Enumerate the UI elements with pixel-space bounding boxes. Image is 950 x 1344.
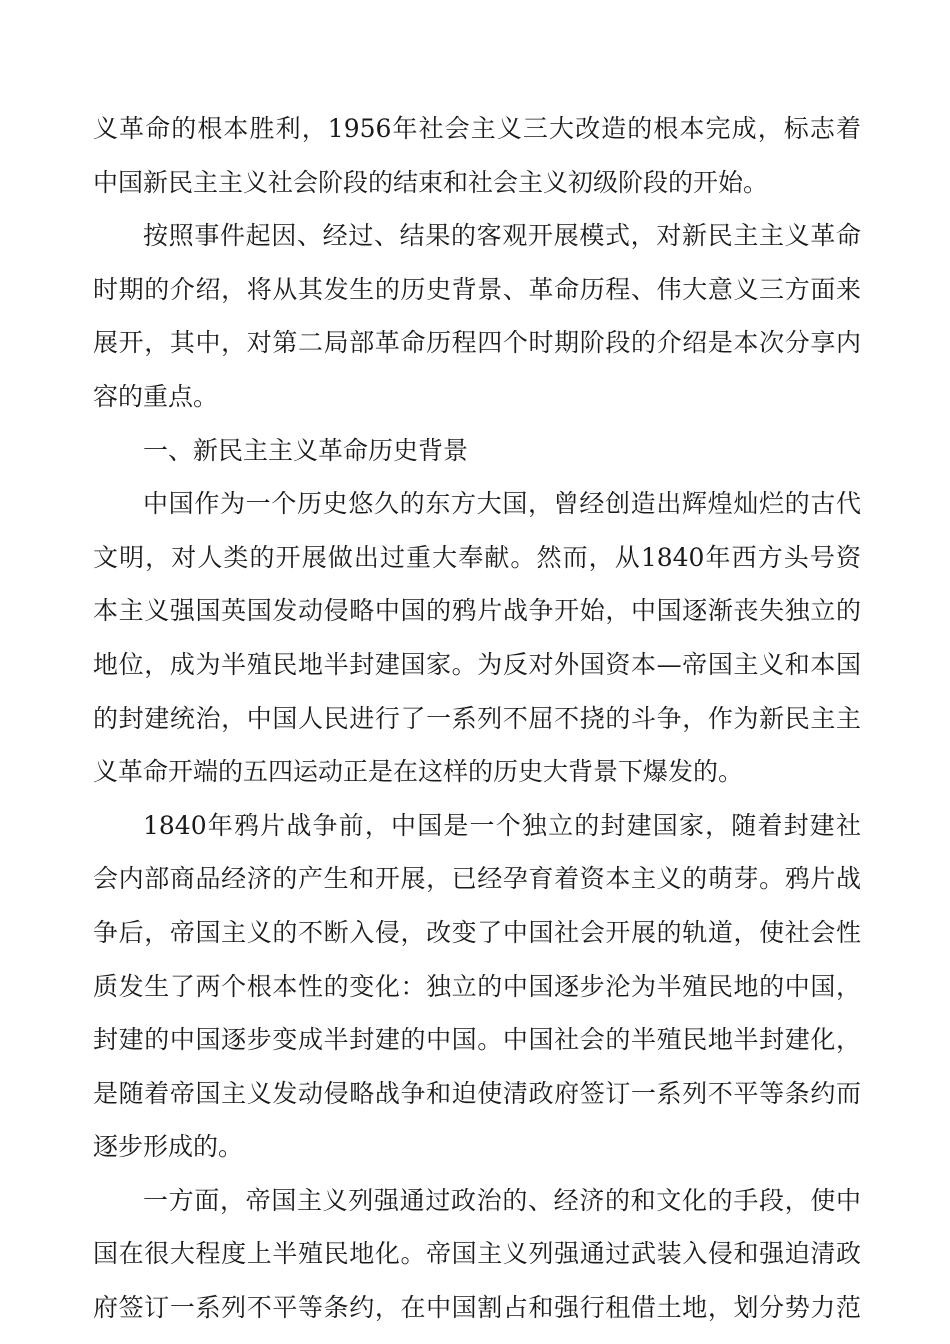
text-line: 府签订一系列不平等条约，在中国割占和强行租借土地，划分势力范 <box>93 1293 861 1323</box>
text-line: 容的重点。 <box>93 381 219 411</box>
text-line: 展开，其中，对第二局部革命历程四个时期阶段的介绍是本次分享内 <box>93 328 861 358</box>
text-line: 会内部商品经济的产生和开展，已经孕育着资本主义的萌芽。鸦片战 <box>93 864 861 894</box>
text-line: 义革命的根本胜利，1956年社会主义三大改造的根本完成，标志着 <box>93 114 861 143</box>
text-line: 本主义强国英国发动侵略中国的鸦片战争开始，中国逐渐丧失独立的 <box>93 596 861 626</box>
text-line: 文明，对人类的开展做出过重大奉献。然而，从1840年西方头号资 <box>93 542 861 572</box>
text-line: 地位，成为半殖民地半封建国家。为反对外国资本—帝国主义和本国 <box>93 649 861 679</box>
text-line: 逐步形成的。 <box>93 1132 244 1162</box>
paragraph-first-line: 按照事件起因、经过、结果的客观开展模式，对新民主主义革命 <box>143 221 861 251</box>
paragraph-first-line: 一方面，帝国主义列强通过政治的、经济的和文化的手段，使中 <box>143 1185 861 1215</box>
text-line: 质发生了两个根本性的变化：独立的中国逐步沦为半殖民地的中国， <box>93 971 861 1001</box>
text-line: 封建的中国逐步变成半封建的中国。中国社会的半殖民地半封建化， <box>93 1025 861 1055</box>
text-line: 的封建统治，中国人民进行了一系列不屈不挠的斗争，作为新民主主 <box>93 703 861 733</box>
section-heading: 一、新民主主义革命历史背景 <box>143 435 469 465</box>
text-line: 时期的介绍，将从其发生的历史背景、革命历程、伟大意义三方面来 <box>93 274 861 304</box>
paragraph-first-line: 1840年鸦片战争前，中国是一个独立的封建国家，随着封建社 <box>143 810 861 840</box>
text-line: 义革命开端的五四运动正是在这样的历史大背景下爆发的。 <box>93 757 744 787</box>
document-body <box>93 102 861 1335</box>
text-line: 是随着帝国主义发动侵略战争和迫使清政府签订一系列不平等条约而 <box>93 1078 861 1108</box>
text-line: 争后，帝国主义的不断入侵，改变了中国社会开展的轨道，使社会性 <box>93 917 861 947</box>
text-line: 中国新民主主义社会阶段的结束和社会主义初级阶段的开始。 <box>93 167 769 197</box>
text-line: 国在很大程度上半殖民地化。帝国主义列强通过武装入侵和强迫清政 <box>93 1239 861 1269</box>
paragraph-first-line: 中国作为一个历史悠久的东方大国，曾经创造出辉煌灿烂的古代 <box>143 489 861 519</box>
